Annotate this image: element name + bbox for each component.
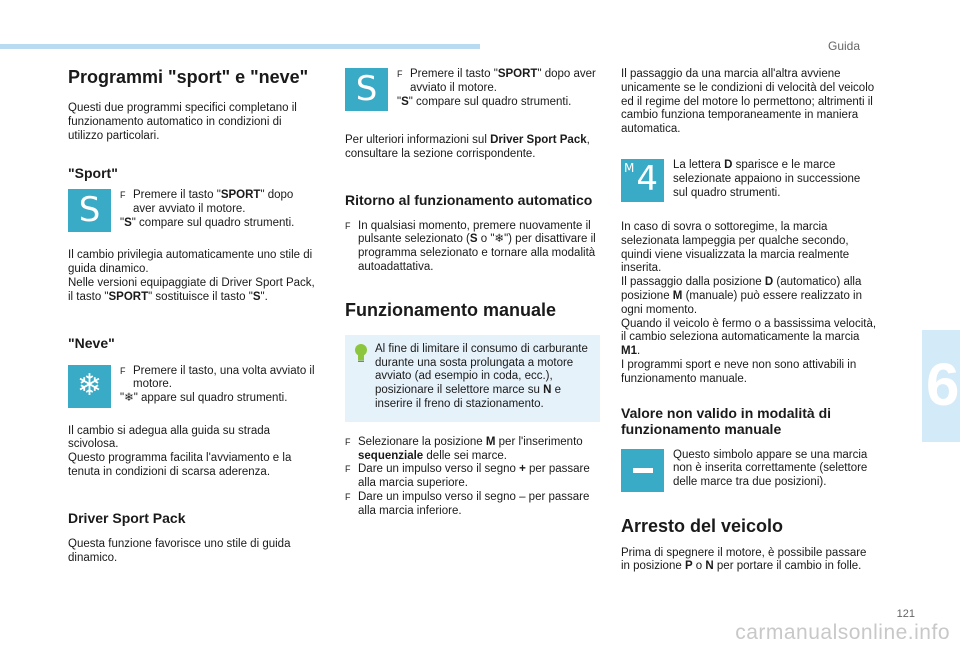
driver-sport-text: Questa funzione favorisce uno stile di guida dinamico. <box>68 537 291 564</box>
chapter-tab <box>922 330 960 442</box>
neve-desc-2: Questo programma facilita l'avviamento e la tenuta in condizioni di scarsa aderenza. <box>68 452 292 478</box>
not-active-text: I programmi sport e neve non sono attivabili in funzionamento manuale. <box>621 358 857 385</box>
driver-sport-heading: Driver Sport Pack <box>68 509 186 526</box>
position-change-text: Il passaggio dalla posizione D (automatico) alla posizione M (manuale) può essere realizzato in ogni momento. <box>621 276 863 316</box>
stop-heading: Arresto del veicolo <box>621 515 784 536</box>
neve-heading: "Neve" <box>68 334 115 351</box>
manual-gear-icon: M 4 <box>621 159 664 202</box>
lightbulb-icon <box>354 343 368 363</box>
column-right <box>621 68 877 574</box>
page-number: 121 <box>896 608 915 620</box>
manual-heading: Funzionamento manuale <box>345 299 557 320</box>
return-step <box>345 220 600 275</box>
m4-indicator <box>621 159 877 211</box>
bullet-marker: F <box>345 220 351 231</box>
gear-change-text: Il passaggio da una marcia all'altra avviene unicamente se le condizioni di velocità del veicolo ed il regime del motore lo permettono; altrimenti il cambio funziona temporaneamente in maniera automatica. <box>621 68 875 136</box>
sport-instruction-2 <box>345 68 600 126</box>
column-left <box>68 66 316 565</box>
manual-step-2: F Dare un impulso verso il segno + per passare alla marcia superiore. <box>345 463 590 490</box>
return-text: In qualsiasi momento, premere nuovamente il pulsante selezionato (S o "❄") per disattivare il programma selezionato e tornare alla modalità autoadattativa. <box>358 219 596 273</box>
section-label: Guida <box>828 39 861 53</box>
invalid-text: Questo simbolo appare se una marcia non è inserita correttamente (selettore delle marce tra due posizioni). <box>673 448 868 489</box>
bullet-marker: F <box>345 464 351 475</box>
page-title: Programmi "sport" e "neve" <box>68 67 309 87</box>
sport-desc-1: Il cambio privilegia automaticamente uno stile di guida dinamico. <box>68 249 313 276</box>
bullet-marker: F <box>120 190 126 201</box>
bullet-marker: F <box>120 365 126 376</box>
neve-desc-1: Il cambio si adegua alla guida su strada scivolosa. <box>68 424 271 451</box>
column-middle <box>345 68 600 519</box>
over-under-text: In caso di sovra o sottoregime, la marcia selezionata lampeggia per qualche secondo, quindi viene visualizzata la marcia realmente inserita. <box>621 220 850 275</box>
stop-text: Prima di spegnere il motore, è possibile passare in posizione P o N per portare il cambio in folle. <box>621 546 867 573</box>
neve-step-2: "❄" appare sul quadro strumenti. <box>120 392 288 405</box>
neve-instruction <box>68 365 316 417</box>
invalid-heading: Valore non valido in modalità di funzionamento manuale <box>621 404 832 437</box>
sport-step-2b: "S" compare sul quadro strumenti. <box>397 95 572 108</box>
bullet-marker: F <box>345 436 351 447</box>
stop-m1-text: Quando il veicolo è fermo o a bassissima velocità, il cambio seleziona automaticamente la marcia M1. <box>621 317 877 358</box>
fuel-note <box>345 335 600 422</box>
dash-icon <box>621 449 664 492</box>
m4-text: La lettera D sparisce e le marce selezionate appaiono in successione sul quadro strumenti. <box>673 158 861 199</box>
return-heading: Ritorno al funzionamento automatico <box>345 191 593 208</box>
snowflake-icon: ❄ <box>68 365 111 408</box>
more-info-text: Per ulteriori informazioni sul Driver Sport Pack, consultare la sezione corrispondente. <box>345 134 590 160</box>
watermark: carmanualsonline.info <box>735 621 950 644</box>
sport-heading: "Sport" <box>68 165 118 182</box>
intro-text: Questi due programmi specifici completano il funzionamento automatico in condizioni di utilizzo particolari. <box>68 102 297 142</box>
manual-step-1: F Selezionare la posizione M per l'inserimento sequenziale delle sei marce. <box>345 435 583 462</box>
manual-step-3: F Dare un impulso verso il segno – per passare alla marcia inferiore. <box>345 490 590 517</box>
sport-desc-2: Nelle versioni equipaggiate di Driver Sport Pack, il tasto "SPORT" sostituisce il tasto "S". <box>68 276 315 303</box>
bullet-marker: F <box>345 491 351 502</box>
neve-step-1: Premere il tasto, una volta avviato il motore. <box>133 364 315 391</box>
sport-step-2: "S" compare sul quadro strumenti. <box>120 216 295 229</box>
sport-s-icon: S <box>68 189 111 232</box>
sport-s-icon: S <box>345 68 388 111</box>
sport-instruction <box>68 189 316 241</box>
fuel-note-text: Al fine di limitare il consumo di carburante durante una sosta prolungata a motore avviato (ad esempio in coda, ecc.), posizionare il selettore marce su N e inserire il freno di stazionamento. <box>375 342 588 410</box>
header-bar <box>0 44 480 49</box>
sport-step-1: Premere il tasto "SPORT" dopo aver avviato il motore. <box>133 189 294 216</box>
chapter-number: 6 <box>926 351 960 418</box>
bullet-marker: F <box>397 69 403 79</box>
invalid-indicator <box>621 449 877 501</box>
sport-step-1b: Premere il tasto "SPORT" dopo aver avviato il motore. <box>410 68 596 94</box>
